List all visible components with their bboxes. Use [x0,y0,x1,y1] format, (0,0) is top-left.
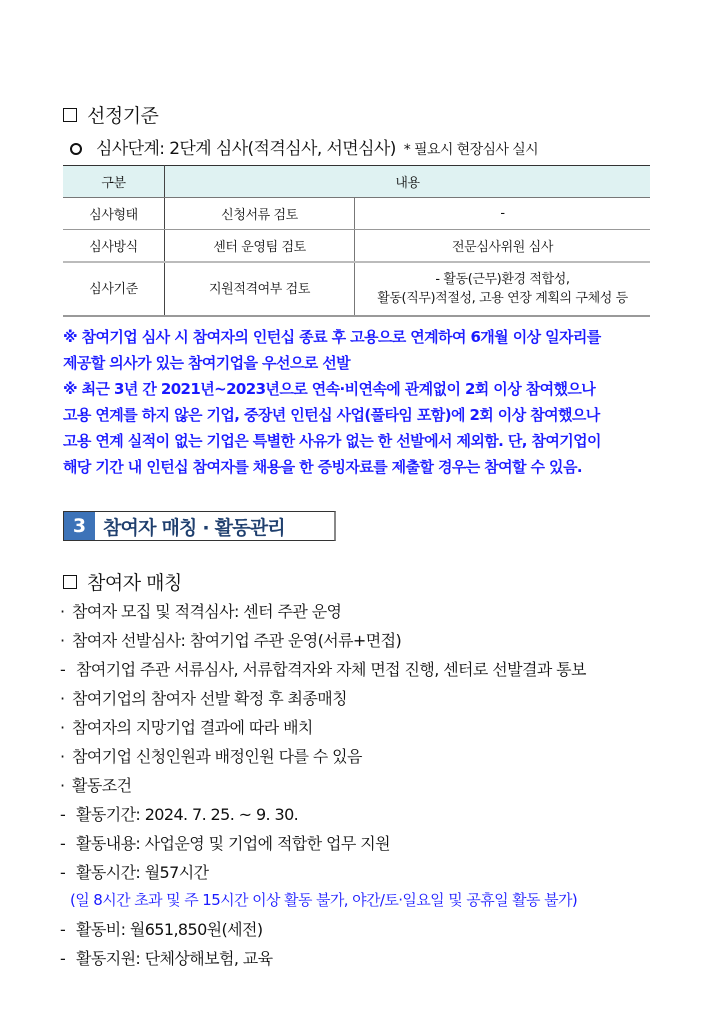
list-item [60,744,362,767]
bullet-dash-icon: - [60,920,66,939]
bullet-dot-icon: · [60,602,65,621]
bullet-dot-icon: · [60,776,65,795]
bullet-dot-icon: · [60,689,65,708]
list-item-text: 활동비: 월651,850원(세전) [76,920,263,939]
review-criteria-table [63,165,650,317]
list-item [60,917,263,940]
list-item [60,657,586,680]
list-item-text: 참여기업의 참여자 선발 확정 후 최종매칭 [72,689,347,708]
note-line: 고용 연계 실적이 없는 기업은 특별한 사유가 없는 한 선발에서 제외함. 단, 참여기업이 [63,432,601,450]
list-item-text: 활동기간: 2024. 7. 25. ~ 9. 30. [76,805,299,824]
row-cell: 신청서류 검토 [165,198,355,230]
table-row [63,198,650,230]
bullet-dot-icon: · [60,718,65,737]
header-content: 내용 [165,166,651,198]
bullet-dash-icon: - [60,660,66,679]
note-line: 해당 기간 내 인턴십 참여자를 채용을 한 증빙자료를 제출할 경우는 참여할 수 있음. [63,458,582,476]
list-item-text: 활동시간: 월57시간 [76,863,209,882]
row-cell-multiline [355,262,651,316]
activity-hours-note: (일 8시간 초과 및 주 15시간 이상 활동 불가, 야간/토·일요일 및 공휴일 활동 불가) [70,891,578,909]
heading-text: 참여자 매칭 [87,572,182,594]
row-cell: 지원적격여부 검토 [165,262,355,316]
list-item-text: 참여기업 주관 서류심사, 서류합격자와 자체 면접 진행, 센터로 선발결과 통보 [76,660,586,679]
checkbox-square-icon [63,108,77,122]
list-item [60,860,208,883]
bullet-dash-icon: - [60,834,66,853]
circle-bullet-icon [70,143,82,155]
note-line: 고용 연계를 하지 않은 기업, 중장년 인턴십 사업(풀타임 포함)에 2회 이상 참여했으나 [63,406,600,424]
list-item-text: 참여자 선발심사: 참여기업 주관 운영(서류+면접) [72,631,402,650]
bullet-dot-icon: · [60,747,65,766]
criteria-line-2: 활동(직무)적절성, 고용 연장 계획의 구체성 등 [377,291,628,306]
row-cell: 센터 운영팀 검토 [165,230,355,263]
list-item [60,715,313,738]
row-category: 심사방식 [63,230,165,263]
list-item [60,686,347,709]
header-category: 구분 [63,166,165,198]
note-line: 제공할 의사가 있는 참여기업을 우선으로 선발 [63,354,351,372]
list-item [60,628,401,651]
participant-matching-heading [63,568,182,595]
criteria-line-1: - 활동(근무)환경 적합성, [435,272,570,287]
list-item-text: 참여자 모집 및 적격심사: 센터 주관 운영 [72,602,342,621]
section-number-badge: 3 [64,512,95,540]
bullet-dash-icon: - [60,805,66,824]
row-category: 심사형태 [63,198,165,230]
list-item-text: 활동지원: 단체상해보험, 교육 [76,949,273,968]
bullet-dot-icon: · [60,631,65,650]
note-line: ※ 최근 3년 간 2021년~2023년으로 연속·비연속에 관계없이 2회 이상 참여했으나 [63,380,596,398]
list-item-text: 참여자의 지망기업 결과에 따라 배치 [72,718,313,737]
table-row [63,262,650,316]
list-item [60,946,273,969]
review-stage-line [60,134,538,159]
bullet-dash-icon: - [60,863,66,882]
row-category: 심사기준 [63,262,165,316]
list-item-text: 활동내용: 사업운영 및 기업에 적합한 업무 지원 [76,834,390,853]
note-line: ※ 참여기업 심사 시 참여자의 인턴십 종료 후 고용으로 연계하여 6개월 이상 일자리를 [63,328,601,346]
list-item-text: 참여기업 신청인원과 배정인원 다를 수 있음 [72,747,362,766]
list-item-text: 활동조건 [72,776,132,795]
section-title: 참여자 매칭 · 활동관리 [103,516,285,539]
list-item [60,599,341,622]
row-cell: - [355,198,651,230]
list-item [60,802,298,825]
table-row [63,230,650,263]
heading-text: 선정기준 [87,105,159,127]
bullet-dash-icon: - [60,949,66,968]
review-stage-text: 심사단계: 2단계 심사(적격심사, 서면심사) [96,139,396,159]
list-item [60,831,390,854]
checkbox-square-icon [63,575,77,589]
table-header-row [63,166,650,198]
review-stage-note: * 필요시 현장심사 실시 [403,142,539,158]
selection-criteria-heading [63,101,158,128]
row-cell: 전문심사위원 심사 [355,230,651,263]
list-item [60,773,131,796]
section-3-header [63,511,336,541]
